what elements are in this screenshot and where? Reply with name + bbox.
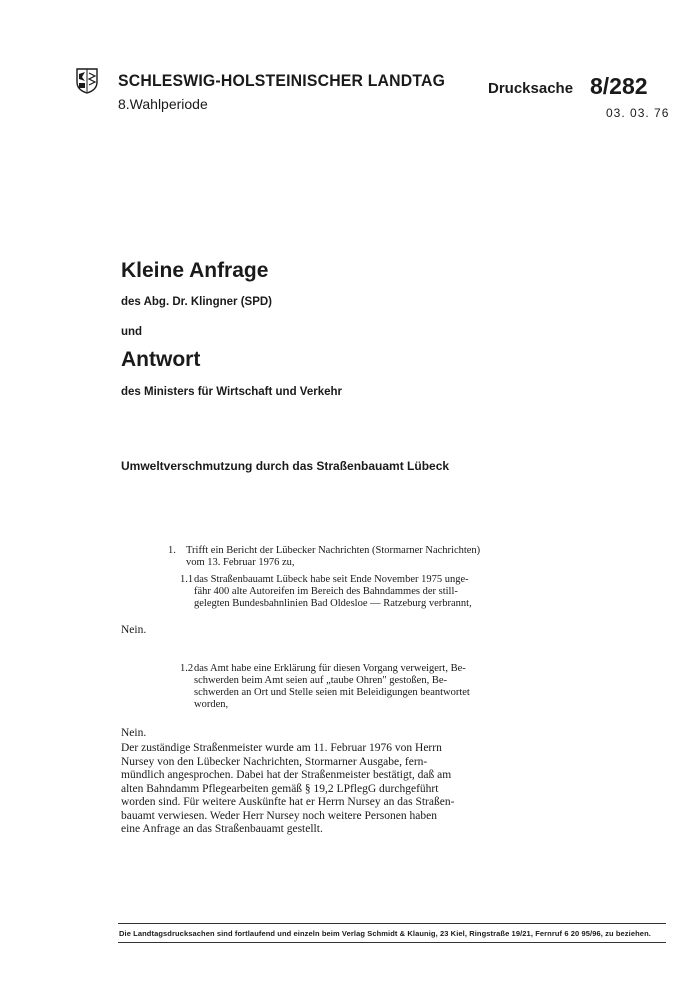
answer-line: Der zuständige Straßenmeister wurde am 11. Februar 1976 von Herrn [121,742,442,754]
question-1-2 [180,663,498,711]
topic-heading: Umweltverschmutzung durch das Straßenbauamt Lübeck [121,459,450,473]
answer-1-2: Nein. [121,727,147,739]
answer-line: bauamt verwiesen. Weder Herr Nursey noch weitere Personen haben [121,809,437,822]
member-line: des Abg. Dr. Klingner (SPD) [121,296,273,308]
parliament-name: SCHLESWIG-HOLSTEINISCHER LANDTAG [118,71,446,90]
question-line: fähr 400 alte Autoreifen im Bereich des Bahndammes der still- [194,586,458,597]
question-line: worden, [194,699,229,710]
answer-line: eine Anfrage an das Straßenbauamt gestellt. [121,823,323,835]
legislative-period: 8.Wahlperiode [118,96,208,112]
question-line: gelegten Bundesbahnlinien Bad Oldesloe — Ratzeburg verbrannt, [194,598,472,609]
answer-body [121,742,496,837]
question-line: das Straßenbauamt Lübeck habe seit Ende November 1975 unge- [194,574,469,585]
document-date: 03. 03. 76 [606,106,670,120]
answer-line: Nursey von den Lübecker Nachrichten, Stormarner Ausgabe, fern- [121,755,428,768]
answer-line: worden sind. Für weitere Auskünfte hat er Herrn Nursey an das Straßen- [121,796,455,808]
question-1-1 [180,574,498,610]
question-line: Trifft ein Bericht der Lübecker Nachrichten (Stormarner Nachrichten) [186,545,481,556]
antwort-heading: Antwort [121,348,201,371]
footer-rule-top [118,923,666,924]
answer-1-1: Nein. [121,624,147,636]
question-line: schwerden beim Amt seien auf „taube Ohren" gestoßen, Be- [194,675,447,686]
question-line: das Amt habe eine Erklärung für diesen Vorgang verweigert, Be- [194,663,466,674]
answer-line: mündlich angesprochen. Dabei hat der Straßenmeister bestätigt, daß am [121,769,452,781]
kleine-anfrage-heading: Kleine Anfrage [121,259,269,282]
answer-line: alten Bahndamm Pflegearbeiten gemäß § 19,2 LPflegG durchgeführt [121,782,439,795]
und-line: und [121,326,143,338]
question-1 [168,545,498,569]
drucksache-number: 8/282 [590,73,648,99]
question-line: schwerden an Ort und Stelle seien mit Beleidigungen beantwortet [194,687,470,698]
minister-line: des Ministers für Wirtschaft und Verkehr [121,386,343,398]
question-number: 1.2 [180,663,194,674]
coat-of-arms-icon [76,68,98,94]
question-number: 1. [168,545,176,556]
drucksache-label: Drucksache [488,80,574,97]
footer-note: Die Landtagsdrucksachen sind fortlaufend und einzeln beim Verlag Schmidt & Klaunig, 23 Kiel, Ringstraße 19/21, Fernruf 6 20 95/96, zu beziehen. [119,929,651,938]
question-line: vom 13. Februar 1976 zu, [186,557,295,568]
question-number: 1.1 [180,574,194,585]
footer-rule-bottom [118,942,666,943]
